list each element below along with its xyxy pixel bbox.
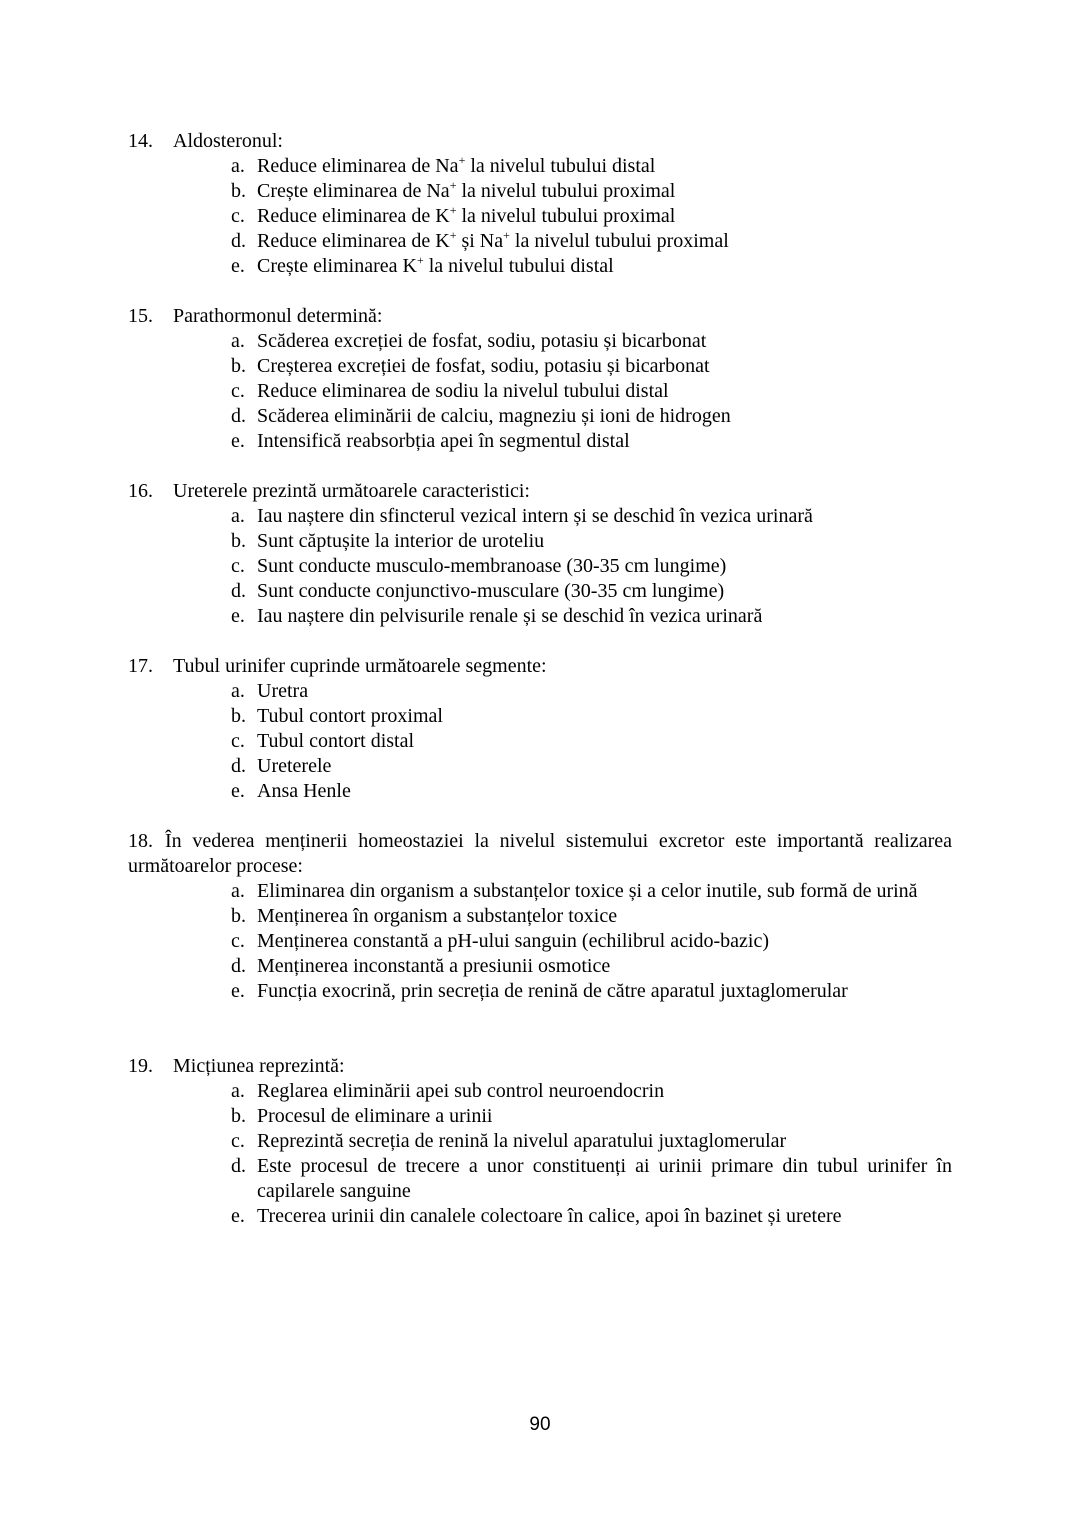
option-text: Funcția exocrină, prin secreția de renină de către aparatul juxtaglomerular [257,980,848,1002]
option-letter: e. [231,980,245,1002]
option-letter: a. [231,1080,245,1102]
option-a [128,679,952,704]
option-text: Scăderea eliminării de calciu, magneziu și ioni de hidrogen [257,405,731,427]
page-number: 90 [529,1414,551,1435]
option-letter: e. [231,1205,245,1227]
question-text: Tubul urinifer cuprinde următoarele segmente: [173,655,547,677]
option-letter: a. [231,505,245,527]
option-letter: a. [231,155,245,177]
question-19 [128,1054,952,1229]
option-letter: c. [231,555,245,577]
question-text: Ureterele prezintă următoarele caracteristici: [173,480,530,502]
option-a [128,329,952,354]
option-c [128,729,952,754]
option-e [128,779,952,804]
option-c [128,379,952,404]
question-header [128,129,952,154]
option-d [128,954,952,979]
question-number: 19. [128,1055,153,1077]
option-e [128,979,952,1004]
option-e [128,254,952,279]
option-letter: c. [231,380,245,402]
option-list [128,504,952,629]
option-text: Este procesul de trecere a unor constituenți ai urinii primare din tubul urinifer în capilarele sanguine [257,1155,952,1202]
option-letter: d. [231,1155,246,1177]
option-text: Reduce eliminarea de Na [257,155,459,177]
question-text: Parathormonul determină: [173,305,383,327]
option-letter: e. [231,780,245,802]
option-text: Ansa Henle [257,780,351,802]
option-text: Tubul contort distal [257,730,415,752]
option-text: Iau naștere din pelvisurile renale și se deschid în vezica urinară [257,605,763,627]
option-b [128,704,952,729]
option-text: Reduce eliminarea de K [257,230,450,252]
option-letter: d. [231,405,246,427]
option-text-continued: și Na [456,230,504,252]
option-letter: b. [231,1105,246,1127]
question-14 [128,129,952,279]
option-c [128,554,952,579]
superscript-charge: + [458,153,466,167]
question-header [128,654,952,679]
option-letter: e. [231,255,245,277]
option-letter: d. [231,955,246,977]
option-d [128,229,952,254]
superscript-charge: + [416,253,424,267]
option-letter: b. [231,530,246,552]
option-list [128,679,952,804]
superscript-charge: + [449,203,457,217]
question-15 [128,304,952,454]
option-letter: c. [231,205,245,227]
option-text: Reduce eliminarea de K [257,205,450,227]
option-list [128,1079,952,1229]
option-a [128,1079,952,1104]
option-d [128,754,952,779]
option-text: Ureterele [257,755,332,777]
question-text: În vederea menținerii homeostaziei la nivelul sistemului excretor este importantă realizarea următoarelor procese: [128,830,952,877]
option-text: Iau naștere din sfincterul vezical intern și se deschid în vezica urinară [257,505,813,527]
option-text: Crește eliminarea K [257,255,417,277]
question-text: Micțiunea reprezintă: [173,1055,345,1077]
option-d [128,404,952,429]
option-d [128,1154,952,1204]
option-letter: c. [231,730,245,752]
option-letter: b. [231,180,246,202]
option-b [128,529,952,554]
option-e [128,604,952,629]
question-text: Aldosteronul: [173,130,283,152]
option-list [128,329,952,454]
option-a [128,504,952,529]
option-text: Menținerea inconstantă a presiunii osmotice [257,955,611,977]
question-header [128,829,952,879]
option-a [128,879,952,904]
option-b [128,904,952,929]
option-text: Uretra [257,680,309,702]
superscript-charge: + [449,178,457,192]
option-c [128,204,952,229]
superscript-charge: + [449,228,457,242]
option-list [128,879,952,1004]
option-text: Intensifică reabsorbția apei în segmentul distal [257,430,630,452]
option-letter: b. [231,705,246,727]
option-letter: d. [231,580,246,602]
question-18 [128,829,952,1004]
option-letter: d. [231,230,246,252]
option-text: Reglarea eliminării apei sub control neuroendocrin [257,1080,665,1102]
option-text: Menținerea în organism a substanțelor toxice [257,905,618,927]
question-number: 18. [128,830,153,852]
question-number: 14. [128,130,153,152]
option-letter: b. [231,905,246,927]
option-e [128,1204,952,1229]
option-c [128,929,952,954]
question-number: 15. [128,305,153,327]
option-text: Sunt conducte musculo-membranoase (30-35 cm lungime) [257,555,727,577]
option-text: Tubul contort proximal [257,705,443,727]
option-text-continued: la nivelul tubului proximal [509,230,729,252]
option-text: Trecerea urinii din canalele colectoare în calice, apoi în bazinet și uretere [257,1205,842,1227]
option-text: Reprezintă secreția de renină la nivelul aparatului juxtaglomerular [257,1130,787,1152]
option-text-continued: la nivelul tubului distal [465,155,656,177]
option-text: Creșterea excreției de fosfat, sodiu, potasiu și bicarbonat [257,355,710,377]
option-letter: a. [231,680,245,702]
option-letter: a. [231,330,245,352]
option-text-continued: la nivelul tubului proximal [456,205,676,227]
question-number: 17. [128,655,153,677]
option-letter: c. [231,930,245,952]
option-b [128,1104,952,1129]
option-text-continued: la nivelul tubului proximal [456,180,676,202]
option-text: Sunt căptușite la interior de uroteliu [257,530,545,552]
option-text: Reduce eliminarea de sodiu la nivelul tubului distal [257,380,669,402]
option-e [128,429,952,454]
option-b [128,354,952,379]
question-header [128,479,952,504]
question-header [128,304,952,329]
option-text-continued: la nivelul tubului distal [423,255,614,277]
option-letter: d. [231,755,246,777]
option-letter: c. [231,1130,245,1152]
option-letter: e. [231,430,245,452]
option-text: Scăderea excreției de fosfat, sodiu, potasiu și bicarbonat [257,330,707,352]
superscript-charge: + [503,228,510,242]
option-text: Crește eliminarea de Na [257,180,450,202]
option-letter: e. [231,605,245,627]
question-17 [128,654,952,804]
option-text: Procesul de eliminare a urinii [257,1105,493,1127]
option-text: Menținerea constantă a pH-ului sanguin (echilibrul acido-bazic) [257,930,770,952]
option-c [128,1129,952,1154]
option-letter: a. [231,880,245,902]
question-header [128,1054,952,1079]
option-b [128,179,952,204]
option-text: Sunt conducte conjunctivo-musculare (30-35 cm lungime) [257,580,725,602]
option-text: Eliminarea din organism a substanțelor toxice și a celor inutile, sub formă de urină [257,880,918,902]
question-16 [128,479,952,629]
option-a [128,154,952,179]
option-letter: b. [231,355,246,377]
question-number: 16. [128,480,153,502]
option-d [128,579,952,604]
option-list [128,154,952,279]
